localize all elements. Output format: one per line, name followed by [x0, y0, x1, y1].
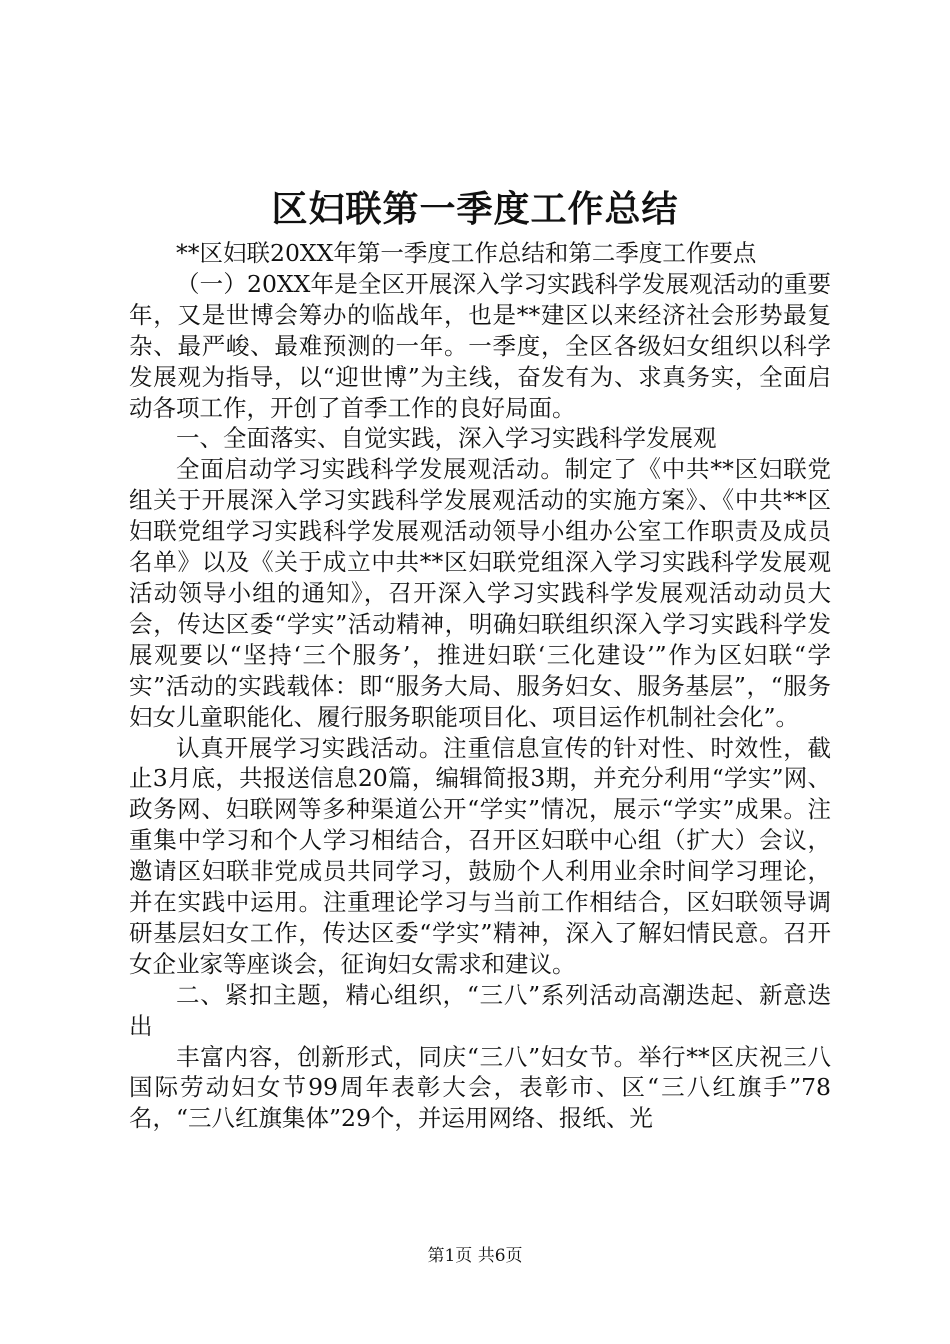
body-paragraph: 全面启动学习实践科学发展观活动。制定了《中共**区妇联党组关于开展深入学习实践科学发展观活动的实施方案》、《中共**区妇联党组学习实践科学发展观活动领导小组办公室工作职责及成员名单》以及《关于成立中共**区妇联党组深入学习实践科学发展观活动领导小组的通知》，召开深入学习实践科学发展观活动动员大会，传达区委“学实”活动精神，明确妇联组织深入学习实践科学发展观要以“坚持‘三个服务’，推进妇联‘三化建设’”作为区妇联“学实”活动的实践载体：即“服务大局、服务妇女、服务基层”，“服务妇女儿童职能化、履行服务职能项目化、项目运作机制社会化”。 — [129, 455, 831, 731]
section-heading-2: 二、紧扣主题，精心组织，“三八”系列活动高潮迭起、新意迭出 — [129, 980, 831, 1040]
document-title: 区妇联第一季度工作总结 — [271, 188, 679, 230]
intro-paragraph: （一）20XX年是全区开展深入学习实践科学发展观活动的重要年，又是世博会筹办的临战年，也是**建区以来经济社会形势最复杂、最严峻、最难预测的一年。一季度，全区各级妇女组织以科学发展观为指导，以“迎世博”为主线，奋发有为、求真务实，全面启动各项工作，开创了首季工作的良好局面。 — [129, 269, 831, 422]
subtitle-paragraph: **区妇联20XX年第一季度工作总结和第二季度工作要点 — [176, 239, 757, 267]
page-number-footer: 第1页 共6页 — [427, 1246, 523, 1266]
body-paragraph: 丰富内容，创新形式，同庆“三八”妇女节。举行**区庆祝三八国际劳动妇女节99周年表彰大会，表彰市、区“三八红旗手”78名，“三八红旗集体”29个，并运用网络、报纸、光 — [129, 1042, 831, 1133]
document-body — [129, 238, 831, 1134]
section-heading-1: 一、全面落实、自觉实践，深入学习实践科学发展观 — [176, 424, 717, 453]
body-paragraph: 认真开展学习实践活动。注重信息宣传的针对性、时效性，截止3月底，共报送信息20篇，编辑简报3期，并充分利用“学实”网、政务网、妇联网等多种渠道公开“学实”情况，展示“学实”成果。注重集中学习和个人学习相结合，召开区妇联中心组（扩大）会议，邀请区妇联非党成员共同学习，鼓励个人利用业余时间学习理论，并在实践中运用。注重理论学习与当前工作相结合，区妇联领导调研基层妇女工作，传达区委“学实”精神，深入了解妇情民意。召开女企业家等座谈会，征询妇女需求和建议。 — [129, 733, 831, 978]
